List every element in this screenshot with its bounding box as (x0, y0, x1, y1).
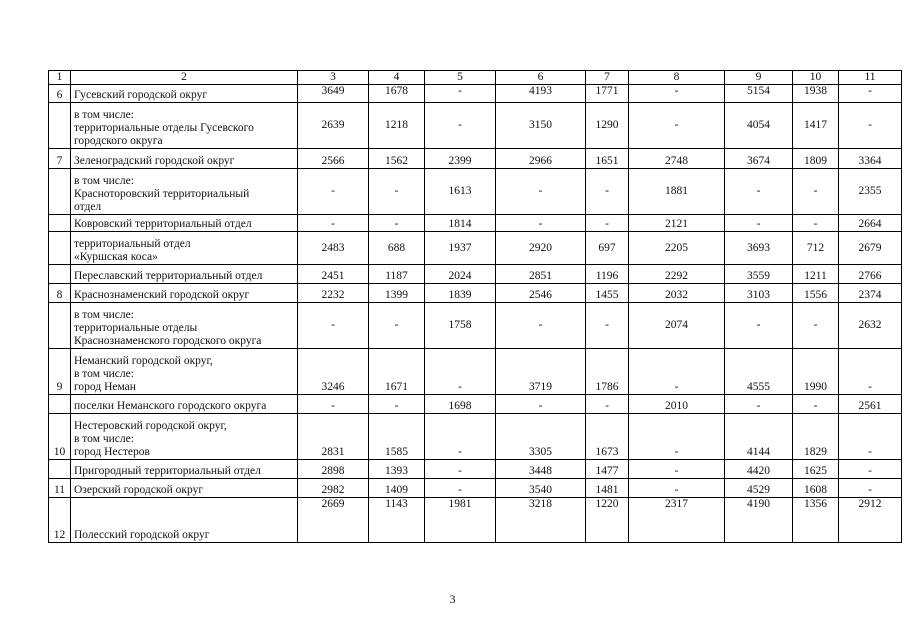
value-cell: 1613 (425, 169, 496, 215)
value-cell: 3448 (496, 460, 586, 479)
column-header-5: 5 (425, 71, 496, 85)
table-body (49, 85, 902, 543)
value-cell: 2232 (298, 284, 369, 303)
column-header-11: 11 (839, 71, 902, 85)
value-cell: 2639 (298, 103, 369, 149)
value-cell: 1981 (425, 498, 496, 543)
table-row (49, 414, 902, 460)
value-cell: 2966 (496, 149, 586, 169)
value-cell: - (839, 103, 902, 149)
row-name: Нестеровский городской округ, в том числе: город Нестеров (71, 414, 298, 460)
value-cell: - (425, 103, 496, 149)
value-cell: - (298, 215, 369, 232)
value-cell: 2566 (298, 149, 369, 169)
value-cell: 1211 (793, 265, 839, 284)
value-cell: 1143 (369, 498, 425, 543)
column-header-6: 6 (496, 71, 586, 85)
row-number (49, 460, 71, 479)
value-cell: 2374 (839, 284, 902, 303)
value-cell: 2451 (298, 265, 369, 284)
value-cell: 1671 (369, 349, 425, 395)
value-cell: 3540 (496, 479, 586, 498)
table-row (49, 169, 902, 215)
value-cell: 4555 (725, 349, 793, 395)
column-header-10: 10 (793, 71, 839, 85)
value-cell: 1814 (425, 215, 496, 232)
value-cell: 1393 (369, 460, 425, 479)
value-cell: 1481 (586, 479, 629, 498)
row-name: в том числе: территориальные отделы Краснознаменского городского округа (71, 303, 298, 349)
row-number: 12 (49, 498, 71, 543)
value-cell: 2669 (298, 498, 369, 543)
value-cell: 2851 (496, 265, 586, 284)
value-cell: 1839 (425, 284, 496, 303)
row-name: в том числе: Красноторовский территориальный отдел (71, 169, 298, 215)
row-name: Краснознаменский городской округ (71, 284, 298, 303)
value-cell: 2898 (298, 460, 369, 479)
value-cell: - (586, 395, 629, 414)
value-cell: 2074 (629, 303, 725, 349)
row-name: Пригородный территориальный отдел (71, 460, 298, 479)
value-cell: 2032 (629, 284, 725, 303)
value-cell: - (369, 169, 425, 215)
value-cell: - (839, 85, 902, 103)
column-header-9: 9 (725, 71, 793, 85)
row-number (49, 265, 71, 284)
value-cell: 3719 (496, 349, 586, 395)
table-row (49, 215, 902, 232)
value-cell: 3559 (725, 265, 793, 284)
value-cell: - (425, 349, 496, 395)
row-number: 6 (49, 85, 71, 103)
value-cell: - (425, 460, 496, 479)
value-cell: 1187 (369, 265, 425, 284)
data-table (48, 70, 902, 543)
value-cell: - (496, 395, 586, 414)
value-cell: 1809 (793, 149, 839, 169)
value-cell: - (629, 85, 725, 103)
value-cell: - (839, 479, 902, 498)
value-cell: 1556 (793, 284, 839, 303)
value-cell: 4144 (725, 414, 793, 460)
table-row (49, 479, 902, 498)
row-number: 7 (49, 149, 71, 169)
table-row (49, 395, 902, 414)
value-cell: 1290 (586, 103, 629, 149)
value-cell: - (839, 460, 902, 479)
row-name: Ковровский территориальный отдел (71, 215, 298, 232)
value-cell: 2561 (839, 395, 902, 414)
value-cell: - (839, 349, 902, 395)
row-number: 8 (49, 284, 71, 303)
column-header-4: 4 (369, 71, 425, 85)
value-cell: 1678 (369, 85, 425, 103)
row-name: Переславский территориальный отдел (71, 265, 298, 284)
value-cell: 1562 (369, 149, 425, 169)
value-cell: - (629, 479, 725, 498)
value-cell: 5154 (725, 85, 793, 103)
value-cell: 1608 (793, 479, 839, 498)
value-cell: 2024 (425, 265, 496, 284)
value-cell: 3305 (496, 414, 586, 460)
row-number (49, 215, 71, 232)
value-cell: - (629, 103, 725, 149)
value-cell: 4420 (725, 460, 793, 479)
row-name: поселки Неманского городского округа (71, 395, 298, 414)
row-name: в том числе: территориальные отделы Гусевского городского округа (71, 103, 298, 149)
table-row (49, 149, 902, 169)
row-number: 11 (49, 479, 71, 498)
value-cell: - (425, 414, 496, 460)
column-header-3: 3 (298, 71, 369, 85)
value-cell: 1829 (793, 414, 839, 460)
value-cell: - (586, 169, 629, 215)
row-number: 10 (49, 414, 71, 460)
value-cell: 1698 (425, 395, 496, 414)
value-cell: 1196 (586, 265, 629, 284)
value-cell: 4193 (496, 85, 586, 103)
value-cell: 2679 (839, 232, 902, 265)
value-cell: 1881 (629, 169, 725, 215)
value-cell: 3218 (496, 498, 586, 543)
value-cell: 1218 (369, 103, 425, 149)
value-cell: 2010 (629, 395, 725, 414)
value-cell: - (839, 414, 902, 460)
table-row (49, 498, 902, 543)
value-cell: - (298, 169, 369, 215)
value-cell: 2982 (298, 479, 369, 498)
value-cell: 3364 (839, 149, 902, 169)
value-cell: - (629, 349, 725, 395)
column-header-1: 1 (49, 71, 71, 85)
value-cell: - (793, 215, 839, 232)
value-cell: - (586, 215, 629, 232)
value-cell: 1651 (586, 149, 629, 169)
row-number: 9 (49, 349, 71, 395)
value-cell: 2831 (298, 414, 369, 460)
row-name: Полесский городской округ (71, 498, 298, 543)
value-cell: 688 (369, 232, 425, 265)
value-cell: - (629, 414, 725, 460)
value-cell: 1771 (586, 85, 629, 103)
value-cell: - (425, 85, 496, 103)
value-cell: 2292 (629, 265, 725, 284)
value-cell: 2205 (629, 232, 725, 265)
value-cell: - (496, 169, 586, 215)
value-cell: 1585 (369, 414, 425, 460)
table-row (49, 265, 902, 284)
value-cell: 712 (793, 232, 839, 265)
value-cell: 1990 (793, 349, 839, 395)
value-cell: 1938 (793, 85, 839, 103)
row-name: территориальный отдел «Куршская коса» (71, 232, 298, 265)
value-cell: 3103 (725, 284, 793, 303)
value-cell: 3674 (725, 149, 793, 169)
value-cell: - (496, 215, 586, 232)
value-cell: 1477 (586, 460, 629, 479)
value-cell: 1399 (369, 284, 425, 303)
row-number (49, 303, 71, 349)
value-cell: - (586, 303, 629, 349)
table-header-row (49, 71, 902, 85)
value-cell: 2920 (496, 232, 586, 265)
value-cell: - (298, 303, 369, 349)
row-number (49, 232, 71, 265)
value-cell: 1417 (793, 103, 839, 149)
value-cell: 2317 (629, 498, 725, 543)
value-cell: 1786 (586, 349, 629, 395)
value-cell: 2399 (425, 149, 496, 169)
value-cell: - (793, 169, 839, 215)
row-number (49, 103, 71, 149)
value-cell: 2748 (629, 149, 725, 169)
value-cell: 1937 (425, 232, 496, 265)
value-cell: 3649 (298, 85, 369, 103)
column-header-8: 8 (629, 71, 725, 85)
value-cell: 4190 (725, 498, 793, 543)
value-cell: - (369, 395, 425, 414)
table-row (49, 103, 902, 149)
value-cell: 2121 (629, 215, 725, 232)
value-cell: 1356 (793, 498, 839, 543)
value-cell: - (725, 215, 793, 232)
value-cell: 3150 (496, 103, 586, 149)
value-cell: 1409 (369, 479, 425, 498)
value-cell: 1758 (425, 303, 496, 349)
value-cell: 2632 (839, 303, 902, 349)
table-row (49, 460, 902, 479)
value-cell: - (793, 395, 839, 414)
value-cell: 1220 (586, 498, 629, 543)
value-cell: 2766 (839, 265, 902, 284)
column-header-2: 2 (71, 71, 298, 85)
table-row (49, 232, 902, 265)
value-cell: - (369, 215, 425, 232)
row-name: Гусевский городской округ (71, 85, 298, 103)
value-cell: - (725, 395, 793, 414)
table-row (49, 284, 902, 303)
row-name: Зеленоградский городской округ (71, 149, 298, 169)
value-cell: 4529 (725, 479, 793, 498)
value-cell: 3693 (725, 232, 793, 265)
value-cell: - (369, 303, 425, 349)
table-row (49, 85, 902, 103)
value-cell: - (629, 460, 725, 479)
value-cell: 1455 (586, 284, 629, 303)
page-number: 3 (449, 592, 456, 606)
value-cell: - (298, 395, 369, 414)
value-cell: - (496, 303, 586, 349)
row-number (49, 395, 71, 414)
row-number (49, 169, 71, 215)
value-cell: 3246 (298, 349, 369, 395)
value-cell: - (425, 479, 496, 498)
value-cell: 1625 (793, 460, 839, 479)
value-cell: 1673 (586, 414, 629, 460)
row-name: Озерский городской округ (71, 479, 298, 498)
value-cell: 2664 (839, 215, 902, 232)
value-cell: - (725, 303, 793, 349)
value-cell: 2355 (839, 169, 902, 215)
table-row (49, 303, 902, 349)
value-cell: - (793, 303, 839, 349)
row-name: Неманский городской округ, в том числе: город Неман (71, 349, 298, 395)
value-cell: 697 (586, 232, 629, 265)
value-cell: 2546 (496, 284, 586, 303)
column-header-7: 7 (586, 71, 629, 85)
value-cell: - (725, 169, 793, 215)
table-row (49, 349, 902, 395)
value-cell: 4054 (725, 103, 793, 149)
value-cell: 2912 (839, 498, 902, 543)
value-cell: 2483 (298, 232, 369, 265)
